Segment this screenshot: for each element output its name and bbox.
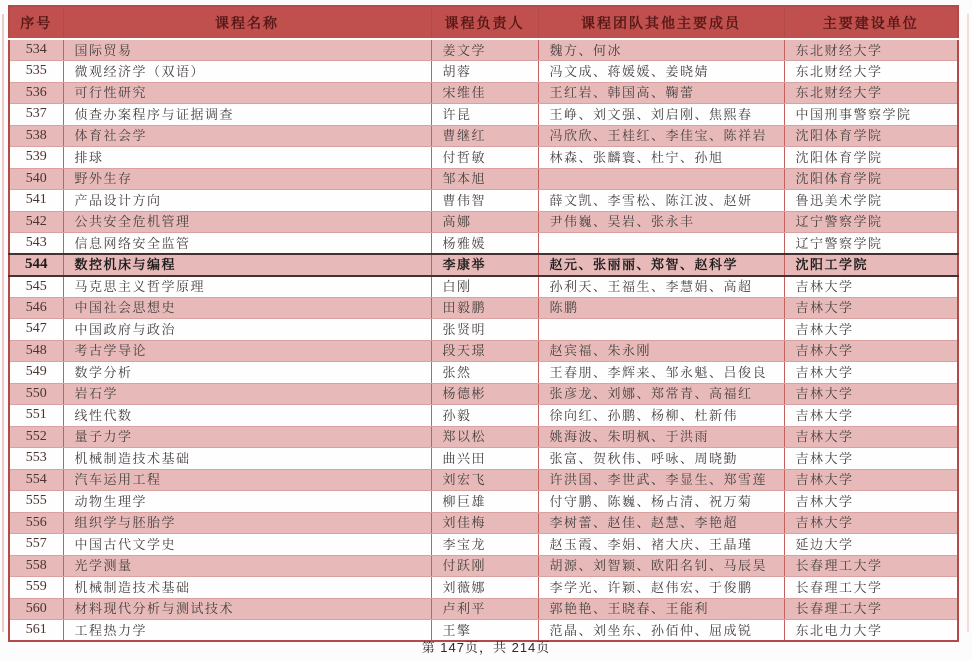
cell-leader: 刘佳梅	[431, 512, 538, 534]
cell-course-name: 组织学与胚胎学	[63, 512, 431, 534]
table-row	[9, 319, 958, 341]
cell-team-members: 李树蕾、赵佳、赵慧、李艳超	[538, 512, 784, 534]
cell-course-name: 产品设计方向	[63, 190, 431, 212]
cell-number: 550	[9, 383, 63, 405]
cell-course-name: 马克思主义哲学原理	[63, 276, 431, 298]
table-row	[9, 190, 958, 212]
cell-course-name: 汽车运用工程	[63, 469, 431, 491]
cell-course-name: 数控机床与编程	[63, 254, 431, 276]
cell-team-members: 王峥、刘文强、刘启刚、焦熙春	[538, 104, 784, 126]
table-row	[9, 448, 958, 470]
cell-course-name: 中国古代文学史	[63, 534, 431, 556]
cell-build-unit: 东北财经大学	[784, 61, 958, 83]
cell-number: 542	[9, 211, 63, 233]
cell-number: 554	[9, 469, 63, 491]
cell-number: 559	[9, 577, 63, 599]
cell-course-name: 侦查办案程序与证据调查	[63, 104, 431, 126]
table-row	[9, 104, 958, 126]
cell-course-name: 公共安全危机管理	[63, 211, 431, 233]
cell-leader: 曹伟智	[431, 190, 538, 212]
cell-number: 553	[9, 448, 63, 470]
cell-number: 557	[9, 534, 63, 556]
cell-course-name: 微观经济学（双语）	[63, 61, 431, 83]
cell-team-members: 张富、贺秋伟、呼咏、周晓勤	[538, 448, 784, 470]
table-row	[9, 61, 958, 83]
cell-number: 535	[9, 61, 63, 83]
cell-leader: 曹继红	[431, 125, 538, 147]
cell-build-unit: 吉林大学	[784, 426, 958, 448]
table-row	[9, 362, 958, 384]
cell-number: 551	[9, 405, 63, 427]
cell-leader: 张然	[431, 362, 538, 384]
cell-build-unit: 吉林大学	[784, 512, 958, 534]
cell-build-unit: 吉林大学	[784, 491, 958, 513]
cell-leader: 刘宏飞	[431, 469, 538, 491]
cell-team-members: 许洪国、李世武、李显生、郑雪莲	[538, 469, 784, 491]
cell-build-unit: 东北财经大学	[784, 82, 958, 104]
cell-leader: 杨德彬	[431, 383, 538, 405]
page-edge-artifact-left	[2, 14, 4, 632]
table-row	[9, 383, 958, 405]
cell-team-members: 孙利天、王福生、李慧娟、高超	[538, 276, 784, 298]
cell-team-members: 郭艳艳、王晓春、王能利	[538, 598, 784, 620]
cell-team-members: 赵玉霞、李娟、褚大庆、王晶瑾	[538, 534, 784, 556]
table-row	[9, 340, 958, 362]
cell-leader: 宋维佳	[431, 82, 538, 104]
cell-number: 537	[9, 104, 63, 126]
table-row	[9, 168, 958, 190]
header-team-members: 课程团队其他主要成员	[538, 6, 784, 39]
cell-build-unit: 吉林大学	[784, 469, 958, 491]
cell-team-members	[538, 168, 784, 190]
cell-build-unit: 延边大学	[784, 534, 958, 556]
cell-leader: 白刚	[431, 276, 538, 298]
cell-number: 541	[9, 190, 63, 212]
cell-number: 538	[9, 125, 63, 147]
table-row	[9, 577, 958, 599]
cell-team-members	[538, 319, 784, 341]
cell-course-name: 岩石学	[63, 383, 431, 405]
cell-number: 545	[9, 276, 63, 298]
table-row	[9, 512, 958, 534]
cell-build-unit: 吉林大学	[784, 383, 958, 405]
table-row	[9, 276, 958, 298]
cell-build-unit: 吉林大学	[784, 276, 958, 298]
cell-team-members: 冯欣欣、王桂红、李佳宝、陈祥岩	[538, 125, 784, 147]
cell-team-members: 姚海波、朱明枫、于洪雨	[538, 426, 784, 448]
cell-leader: 田毅鹏	[431, 297, 538, 319]
cell-build-unit: 鲁迅美术学院	[784, 190, 958, 212]
cell-team-members: 王春朋、李辉来、邹永魁、吕俊良	[538, 362, 784, 384]
cell-build-unit: 吉林大学	[784, 297, 958, 319]
cell-build-unit: 沈阳体育学院	[784, 168, 958, 190]
table-row	[9, 491, 958, 513]
cell-leader: 邹本旭	[431, 168, 538, 190]
cell-number: 546	[9, 297, 63, 319]
cell-leader: 姜文学	[431, 39, 538, 61]
cell-team-members: 范晶、刘坐东、孙佰仲、屈成锐	[538, 620, 784, 642]
cell-build-unit: 沈阳工学院	[784, 254, 958, 276]
course-table-container	[8, 5, 957, 642]
table-header	[9, 6, 958, 39]
cell-build-unit: 沈阳体育学院	[784, 147, 958, 169]
cell-leader: 郑以松	[431, 426, 538, 448]
cell-build-unit: 东北电力大学	[784, 620, 958, 642]
cell-build-unit: 沈阳体育学院	[784, 125, 958, 147]
table-row	[9, 147, 958, 169]
cell-course-name: 国际贸易	[63, 39, 431, 61]
table-row	[9, 254, 958, 276]
cell-leader: 杨雅媛	[431, 233, 538, 255]
cell-team-members: 张彦龙、刘娜、郑常青、高福红	[538, 383, 784, 405]
cell-number: 534	[9, 39, 63, 61]
cell-leader: 胡蓉	[431, 61, 538, 83]
table-row	[9, 233, 958, 255]
table-row	[9, 534, 958, 556]
cell-build-unit: 辽宁警察学院	[784, 211, 958, 233]
table-row	[9, 39, 958, 61]
cell-build-unit: 吉林大学	[784, 340, 958, 362]
cell-number: 536	[9, 82, 63, 104]
cell-team-members: 赵宾福、朱永刚	[538, 340, 784, 362]
cell-build-unit: 吉林大学	[784, 319, 958, 341]
table-row	[9, 469, 958, 491]
cell-leader: 付哲敏	[431, 147, 538, 169]
cell-build-unit: 长春理工大学	[784, 555, 958, 577]
cell-course-name: 动物生理学	[63, 491, 431, 513]
cell-course-name: 中国社会思想史	[63, 297, 431, 319]
cell-number: 552	[9, 426, 63, 448]
cell-number: 558	[9, 555, 63, 577]
cell-number: 544	[9, 254, 63, 276]
cell-leader: 卢利平	[431, 598, 538, 620]
cell-team-members: 徐向红、孙鹏、杨柳、杜新伟	[538, 405, 784, 427]
cell-leader: 张贤明	[431, 319, 538, 341]
cell-leader: 曲兴田	[431, 448, 538, 470]
header-course-name: 课程名称	[63, 6, 431, 39]
cell-course-name: 体育社会学	[63, 125, 431, 147]
cell-course-name: 信息网络安全监管	[63, 233, 431, 255]
cell-course-name: 数学分析	[63, 362, 431, 384]
cell-team-members: 王红岩、韩国高、鞠蕾	[538, 82, 784, 104]
cell-leader: 李康举	[431, 254, 538, 276]
cell-course-name: 中国政府与政治	[63, 319, 431, 341]
cell-team-members: 林森、张麟寰、杜宁、孙旭	[538, 147, 784, 169]
cell-team-members: 魏方、何冰	[538, 39, 784, 61]
table-row	[9, 598, 958, 620]
cell-course-name: 材料现代分析与测试技术	[63, 598, 431, 620]
cell-build-unit: 长春理工大学	[784, 598, 958, 620]
cell-number: 555	[9, 491, 63, 513]
table-row	[9, 297, 958, 319]
page-edge-artifact-right	[967, 14, 969, 632]
cell-team-members: 薛文凯、李雪松、陈江波、赵妍	[538, 190, 784, 212]
cell-course-name: 野外生存	[63, 168, 431, 190]
cell-course-name: 机械制造技术基础	[63, 577, 431, 599]
cell-team-members: 冯文成、蒋媛媛、姜晓婧	[538, 61, 784, 83]
cell-number: 543	[9, 233, 63, 255]
cell-leader: 许昆	[431, 104, 538, 126]
cell-build-unit: 辽宁警察学院	[784, 233, 958, 255]
cell-course-name: 光学测量	[63, 555, 431, 577]
cell-team-members: 付守鹏、陈巍、杨占清、祝万菊	[538, 491, 784, 513]
cell-team-members	[538, 233, 784, 255]
cell-number: 561	[9, 620, 63, 642]
cell-course-name: 排球	[63, 147, 431, 169]
cell-number: 548	[9, 340, 63, 362]
cell-team-members: 赵元、张丽丽、郑智、赵科学	[538, 254, 784, 276]
cell-build-unit: 中国刑事警察学院	[784, 104, 958, 126]
cell-course-name: 机械制造技术基础	[63, 448, 431, 470]
cell-leader: 刘薇娜	[431, 577, 538, 599]
cell-leader: 高娜	[431, 211, 538, 233]
table-row	[9, 125, 958, 147]
cell-leader: 孙毅	[431, 405, 538, 427]
cell-number: 560	[9, 598, 63, 620]
header-build-unit: 主要建设单位	[784, 6, 958, 39]
cell-number: 556	[9, 512, 63, 534]
cell-team-members: 胡源、刘智颖、欧阳名钊、马辰昊	[538, 555, 784, 577]
cell-course-name: 考古学导论	[63, 340, 431, 362]
header-leader: 课程负责人	[431, 6, 538, 39]
table-row	[9, 211, 958, 233]
cell-leader: 柳巨雄	[431, 491, 538, 513]
cell-course-name: 线性代数	[63, 405, 431, 427]
cell-team-members: 李学光、许颖、赵伟宏、于俊鹏	[538, 577, 784, 599]
table-body	[9, 39, 958, 641]
table-row	[9, 82, 958, 104]
cell-build-unit: 吉林大学	[784, 405, 958, 427]
cell-course-name: 工程热力学	[63, 620, 431, 642]
table-row	[9, 405, 958, 427]
cell-course-name: 可行性研究	[63, 82, 431, 104]
cell-number: 549	[9, 362, 63, 384]
page-number-footer: 第 147页，共 214页	[421, 640, 551, 655]
header-number: 序号	[9, 6, 63, 39]
cell-number: 539	[9, 147, 63, 169]
cell-build-unit: 吉林大学	[784, 362, 958, 384]
cell-leader: 王擎	[431, 620, 538, 642]
cell-build-unit: 吉林大学	[784, 448, 958, 470]
course-table	[8, 5, 959, 642]
cell-leader: 付跃刚	[431, 555, 538, 577]
table-row	[9, 555, 958, 577]
cell-team-members: 陈鹏	[538, 297, 784, 319]
cell-number: 547	[9, 319, 63, 341]
cell-leader: 李宝龙	[431, 534, 538, 556]
cell-team-members: 尹伟巍、吴岩、张永丰	[538, 211, 784, 233]
cell-course-name: 量子力学	[63, 426, 431, 448]
cell-build-unit: 东北财经大学	[784, 39, 958, 61]
cell-number: 540	[9, 168, 63, 190]
table-row	[9, 426, 958, 448]
cell-leader: 段天璟	[431, 340, 538, 362]
cell-build-unit: 长春理工大学	[784, 577, 958, 599]
